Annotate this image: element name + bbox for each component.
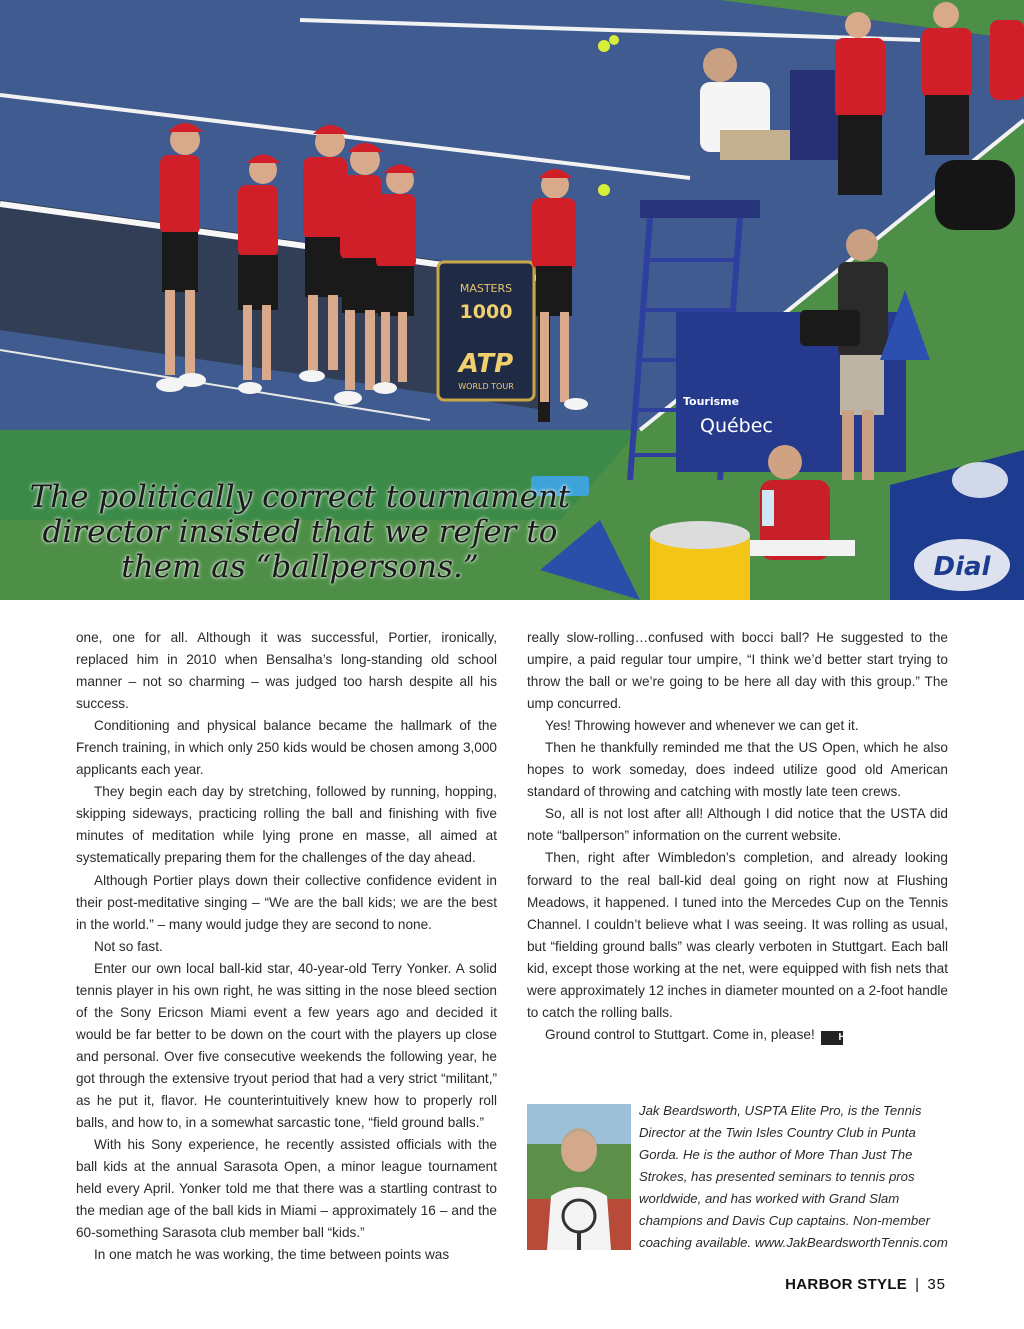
end-mark-icon: HS	[821, 1031, 843, 1045]
paragraph: With his Sony experience, he recently assisted officials with the ball kids at the annual Sarasota Open, a minor league tournament held every April. Yonker told me that there was a startling contrast to the median age of the ball kids in Miami – approximately 16 – and the 60-something Sarasota club member ball “kids.”	[76, 1137, 497, 1241]
author-photo	[527, 1104, 631, 1250]
closing-sentence: Ground control to Stuttgart. Come in, please!	[545, 1026, 815, 1042]
paragraph: Not so fast.	[94, 938, 163, 954]
paragraph: Then he thankfully reminded me that the US Open, which he also hopes to work someday, does indeed utilize good old American standard of throwing and catching with mostly late teen crews.	[527, 740, 948, 800]
paragraph: one, one for all. Although it was successful, Portier, ironically, replaced him in 2010 when Bensalha’s long-standing old school manner – not so charming – was judged too harsh despite all his success.	[76, 630, 497, 712]
svg-text:1000: 1000	[459, 301, 513, 323]
paragraph: Although Portier plays down their collective confidence evident in their post-meditative singing – “We are the ball kids; we are the best in the world.” – many would judge they are second to none.	[76, 872, 497, 932]
paragraph: Then, right after Wimbledon’s completion, and already looking forward to the real ball-kid deal going on right now at Flushing Meadows, it happened. I tuned into the Mercedes Cup on the Tennis Channel. I couldn’t believe what I was seeing. It was rolling as usual, but “fielding ground balls” was clearly verboten in Stuttgart. Each ball kid, except those working at the net, were equipped with fish nets that were approximately 12 inches in diameter mounted on a 2-foot handle to catch the rolling balls.	[527, 850, 948, 1020]
paragraph: So, all is not lost after all! Although I did notice that the USTA did note “ballperson” information on the current website.	[527, 806, 948, 844]
hero-photo	[0, 0, 1024, 605]
atp-masters-sign	[438, 262, 534, 400]
publication-name: HARBOR STYLE	[785, 1276, 908, 1293]
paragraph	[527, 1024, 948, 1046]
footer-separator: |	[915, 1276, 920, 1293]
svg-text:Tourisme: Tourisme	[683, 395, 740, 408]
caption-line: director insisted that we refer to	[42, 514, 558, 550]
author-bio: Jak Beardsworth, USPTA Elite Pro, is the Tennis Director at the Twin Isles Country Club in Punta Gorda. He is the author of More Than Just The Strokes, has presented seminars to tennis pros worldwide, and has worked with Grand Slam champions and Davis Cup captains. Non-member coaching available. www.JakBeardsworthTennis.com	[639, 1103, 948, 1250]
paragraph: They begin each day by stretching, followed by running, hopping, skipping sideways, practicing rolling the ball and finishing with five minutes of meditation while lying prone en masse, all aimed at systematically preparing them for the challenges of the day ahead.	[76, 784, 497, 866]
svg-text:ATP: ATP	[458, 349, 514, 379]
svg-text:Dial: Dial	[933, 552, 991, 582]
paragraph: Conditioning and physical balance became the hallmark of the French training, in which only 250 kids would be chosen among 3,000 applicants each year.	[76, 718, 497, 778]
article-column-right	[527, 627, 948, 1046]
paragraph: Enter our own local ball-kid star, 40-year-old Terry Yonker. A solid tennis player in his own right, he was sitting in the nose bleed section of the Sony Ericson Miami event a few years ago and decided it would be far better to be down on the court with the players up close and personal. Over five consecutive weekends the following year, he got through the extensive tryout period that had a very strict “militant,” as he put it, flavor. He counterintuitively knew how to properly roll balls, and how to, in a somewhat sarcastic tone, “field ground balls.”	[76, 960, 497, 1131]
paragraph: In one match he was working, the time between points was	[94, 1247, 450, 1263]
paragraph: Yes! Throwing however and whenever we can get it.	[545, 718, 859, 734]
svg-text:WORLD TOUR: WORLD TOUR	[458, 382, 514, 391]
page-number: 35	[927, 1276, 946, 1293]
paragraph: really slow-rolling…confused with bocci ball? He suggested to the umpire, a paid regular tour umpire, “I think we’d better start trying to throw the ball or we’re going to be here all day with this group.” The ump concurred.	[527, 630, 948, 712]
svg-text:MASTERS: MASTERS	[459, 282, 513, 295]
drink-cooler	[650, 521, 750, 605]
caption-line: them as “ballpersons.”	[121, 549, 479, 585]
svg-text:Québec: Québec	[700, 415, 773, 437]
page-footer	[785, 1276, 946, 1293]
photo-caption	[20, 480, 580, 585]
article-column-left	[76, 627, 497, 1266]
caption-line: The politically correct tournament	[29, 479, 571, 515]
